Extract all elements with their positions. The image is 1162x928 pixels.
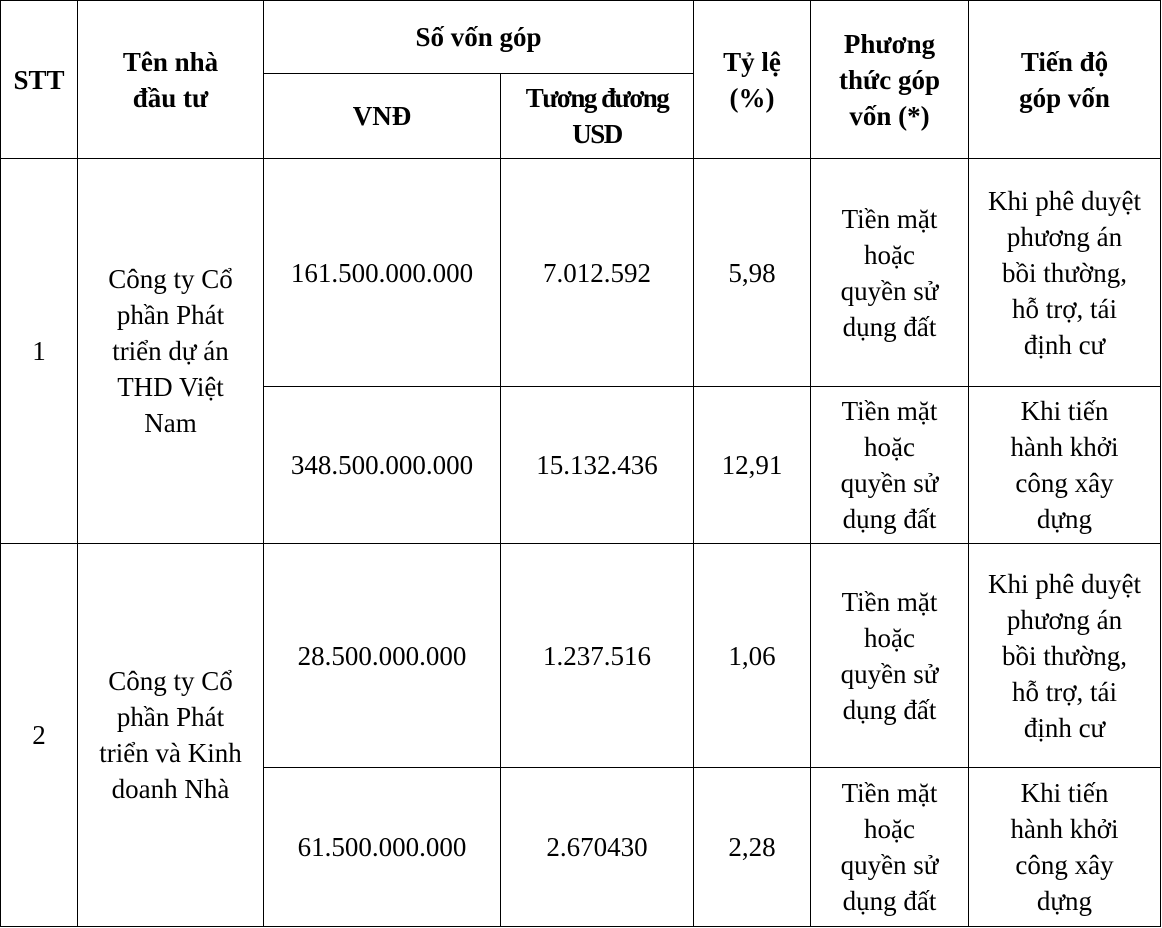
schedule-cell: Khi phê duyệt phương án bồi thường, hỗ trợ, tái định cư [969,159,1161,387]
investor-name: Công ty Cổ phần Phát triển dự án THD Việt Nam [78,159,264,544]
investor-stt: 1 [1,159,78,544]
investor-name: Công ty Cổ phần Phát triển và Kinh doanh Nhà [78,544,264,927]
ratio-cell: 1,06 [694,544,811,768]
capital-usd-cell: 7.012.592 [501,159,694,387]
capital-vnd-cell: 61.500.000.000 [264,768,501,927]
table-row [1,159,1161,387]
header-investor-name: Tên nhà đầu tư [78,1,264,159]
capital-vnd-cell: 348.500.000.000 [264,387,501,544]
schedule-cell: Khi tiến hành khởi công xây dựng [969,387,1161,544]
method-cell: Tiền mặt hoặc quyền sử dụng đất [811,159,969,387]
capital-usd-cell: 2.670430 [501,768,694,927]
capital-vnd-cell: 28.500.000.000 [264,544,501,768]
method-cell: Tiền mặt hoặc quyền sử dụng đất [811,768,969,927]
capital-vnd-cell: 161.500.000.000 [264,159,501,387]
ratio-cell: 2,28 [694,768,811,927]
header-capital: Số vốn góp [264,1,694,74]
header-vnd: VNĐ [264,74,501,159]
header-ratio: Tỷ lệ (%) [694,1,811,159]
table-row [1,544,1161,768]
method-cell: Tiền mặt hoặc quyền sử dụng đất [811,387,969,544]
ratio-cell: 12,91 [694,387,811,544]
header-stt: STT [1,1,78,159]
method-cell: Tiền mặt hoặc quyền sử dụng đất [811,544,969,768]
capital-usd-cell: 15.132.436 [501,387,694,544]
header-method: Phương thức góp vốn (*) [811,1,969,159]
capital-usd-cell: 1.237.516 [501,544,694,768]
header-schedule: Tiến độ góp vốn [969,1,1161,159]
ratio-cell: 5,98 [694,159,811,387]
schedule-cell: Khi tiến hành khởi công xây dựng [969,768,1161,927]
schedule-cell: Khi phê duyệt phương án bồi thường, hỗ trợ, tái định cư [969,544,1161,768]
investor-stt: 2 [1,544,78,927]
header-usd: Tương đương USD [501,74,694,159]
